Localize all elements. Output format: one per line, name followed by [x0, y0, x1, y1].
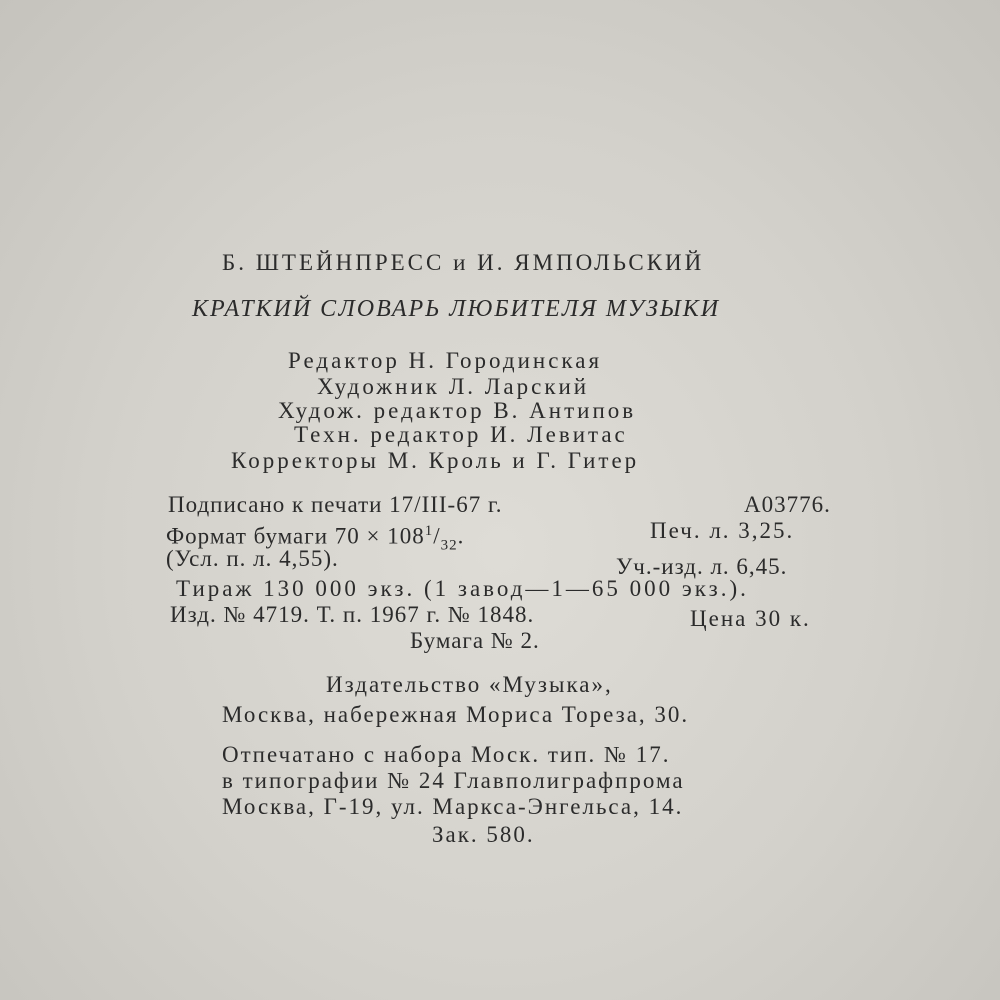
paper-format-slash: /	[433, 523, 441, 549]
printed-order: Зак. 580.	[432, 822, 535, 847]
printed-line-3: Москва, Г-19, ул. Маркса-Энгельса, 14.	[222, 794, 684, 819]
order-code: А03776.	[744, 492, 831, 517]
publisher-name: Издательство «Музыка»,	[326, 672, 613, 697]
conditional-sheets: (Усл. п. л. 4,55).	[166, 546, 339, 571]
print-sheets: Печ. л. 3,25.	[650, 518, 795, 543]
paper-format-sub: 32	[440, 537, 458, 554]
print-run: Тираж 130 000 экз. (1 завод—1—65 000 экз.).	[176, 576, 749, 601]
publishing-sheets: Уч.-изд. л. 6,45.	[616, 554, 788, 579]
printed-line-1: Отпечатано с набора Моск. тип. № 17.	[222, 742, 671, 767]
paper-format-dot: .	[457, 523, 465, 549]
edition-number: Изд. № 4719. Т. п. 1967 г. № 1848.	[170, 602, 535, 627]
credit-proofreaders: Корректоры М. Кроль и Г. Гитер	[231, 448, 640, 473]
book-title: КРАТКИЙ СЛОВАРЬ ЛЮБИТЕЛЯ МУЗЫКИ	[192, 296, 721, 322]
authors-line: Б. ШТЕЙНПРЕСС и И. ЯМПОЛЬСКИЙ	[222, 250, 705, 275]
credit-editor: Редактор Н. Городинская	[288, 348, 603, 373]
paper-format-sup: 1	[424, 523, 434, 539]
credit-tech-editor: Техн. редактор И. Левитас	[294, 422, 628, 447]
paper-format-text: Формат бумаги 70 × 108	[166, 523, 425, 549]
price: Цена 30 к.	[690, 606, 811, 631]
paper-number: Бумага № 2.	[410, 628, 540, 653]
printed-line-2: в типографии № 24 Главполиграфпрома	[222, 768, 685, 793]
credit-art-editor: Худож. редактор В. Антипов	[278, 398, 637, 423]
credit-artist: Художник Л. Ларский	[317, 374, 590, 399]
signed-to-print: Подписано к печати 17/III-67 г.	[168, 492, 503, 517]
publisher-address: Москва, набережная Мориса Тореза, 30.	[222, 702, 690, 727]
